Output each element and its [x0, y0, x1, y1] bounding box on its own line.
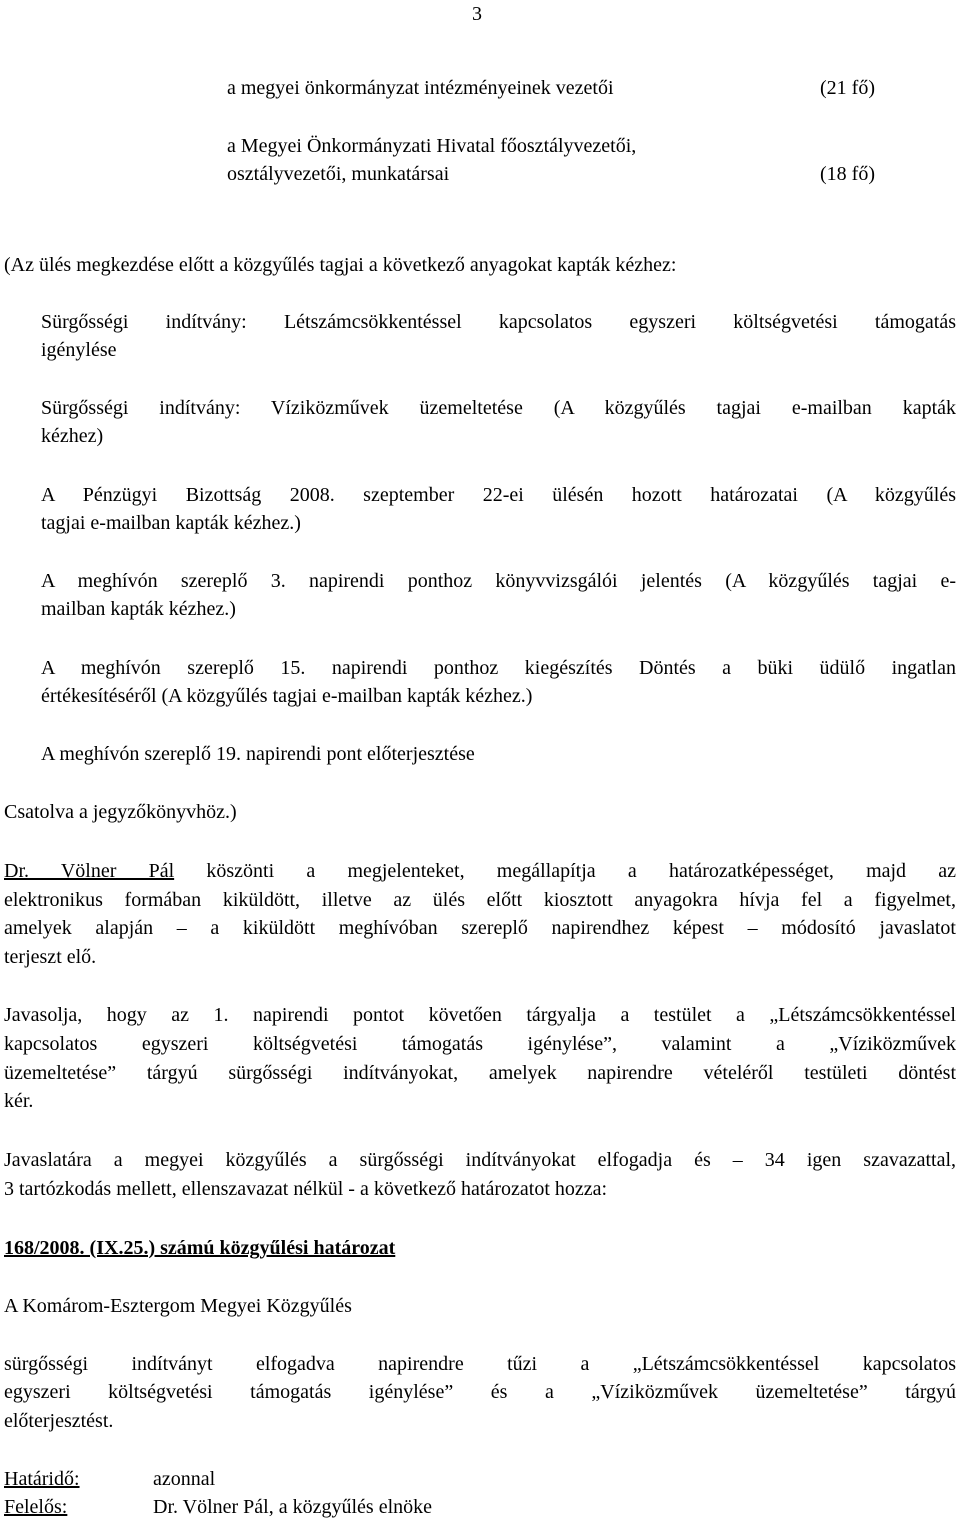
paragraph-line: elektronikus formában kiküldött, illetve az ülés előtt kiosztott anyagokra hívja fel a figyelmet, [4, 889, 956, 911]
material-item-line: A meghívón szereplő 15. napirendi ponthoz kiegészítés Döntés a büki üdülő ingatlan [41, 657, 956, 679]
material-item-line: Sürgősségi indítvány: Víziközművek üzemeltetése (A közgyűlés tagjai e-mailban kapták [41, 397, 956, 419]
decision-line: előterjesztést. [4, 1410, 114, 1432]
attendee-line: osztályvezetői, munkatársai [227, 163, 450, 185]
material-item-line: értékesítéséről (A közgyűlés tagjai e-mailban kapták kézhez.) [41, 685, 533, 707]
attendee-count: (21 fő) [820, 77, 875, 99]
attached-note: Csatolva a jegyzőkönyvhöz.) [4, 801, 237, 823]
material-item-line: kézhez) [41, 425, 104, 447]
material-item-line: mailban kapták kézhez.) [41, 598, 236, 620]
assembly-name: A Komárom-Esztergom Megyei Közgyűlés [4, 1295, 352, 1317]
paragraph-text: köszönti a megjelenteket, megállapítja a határozatképességet, majd az [206, 860, 957, 882]
responsible-value: Dr. Völner Pál, a közgyűlés elnöke [153, 1496, 433, 1518]
resolution-title: 168/2008. (IX.25.) számú közgyűlési határozat [4, 1237, 396, 1259]
deadline-label: Határidő: [4, 1468, 80, 1490]
attendee-line: a Megyei Önkormányzati Hivatal főosztályvezetői, [227, 135, 637, 157]
decision-line: egyszeri költségvetési támogatás igénylése” és a „Víziközművek üzemeltetése” tárgyú [4, 1381, 956, 1403]
paragraph-line: kér. [4, 1090, 34, 1112]
material-item-line: igénylése [41, 339, 117, 361]
deadline-value: azonnal [153, 1468, 216, 1490]
paragraph-line: 3 tartózkodás mellett, ellenszavazat nélkül - a következő határozatot hozza: [4, 1178, 608, 1200]
paragraph-line: terjeszt elő. [4, 946, 97, 968]
decision-line: sürgősségi indítványt elfogadva napirendre tűzi a „Létszámcsökkentéssel kapcsolatos [4, 1353, 956, 1375]
attendee-count: (18 fő) [820, 163, 875, 185]
paragraph-line: üzemeltetése” tárgyú sürgősségi indítványokat, amelyek napirendre vételéről testületi döntést [4, 1062, 956, 1084]
paragraph-line [4, 857, 956, 885]
paragraph-line: amelyek alapján – a kiküldött meghívóban szereplő napirendhez képest – módosító javaslatot [4, 917, 956, 939]
material-item-line: tagjai e-mailban kapták kézhez.) [41, 512, 301, 534]
paragraph-line: Javaslatára a megyei közgyűlés a sürgősségi indítványokat elfogadja és – 34 igen szavazattal, [4, 1149, 956, 1171]
materials-intro: (Az ülés megkezdése előtt a közgyűlés tagjai a következő anyagokat kapták kézhez: [4, 254, 677, 276]
paragraph-line: kapcsolatos egyszeri költségvetési támogatás igénylése”, valamint a „Víziközművek [4, 1033, 956, 1055]
material-item-line: Sürgősségi indítvány: Létszámcsökkentéssel kapcsolatos egyszeri költségvetési támogatás [41, 311, 956, 333]
speaker-name: Dr. Völner Pál [4, 860, 175, 882]
attendee-line: a megyei önkormányzat intézményeinek vezetői [227, 77, 614, 99]
responsible-label: Felelős: [4, 1496, 68, 1518]
paragraph-line: Javasolja, hogy az 1. napirendi pontot követően tárgyalja a testület a „Létszámcsökkentéssel [4, 1004, 956, 1026]
page-number: 3 [472, 3, 482, 25]
material-item-line: A meghívón szereplő 3. napirendi ponthoz könyvvizsgálói jelentés (A közgyűlés tagjai e- [41, 570, 956, 592]
material-item-line: A meghívón szereplő 19. napirendi pont előterjesztése [41, 743, 475, 765]
material-item-line: A Pénzügyi Bizottság 2008. szeptember 22-ei ülésén hozott határozatai (A közgyűlés [41, 484, 956, 506]
